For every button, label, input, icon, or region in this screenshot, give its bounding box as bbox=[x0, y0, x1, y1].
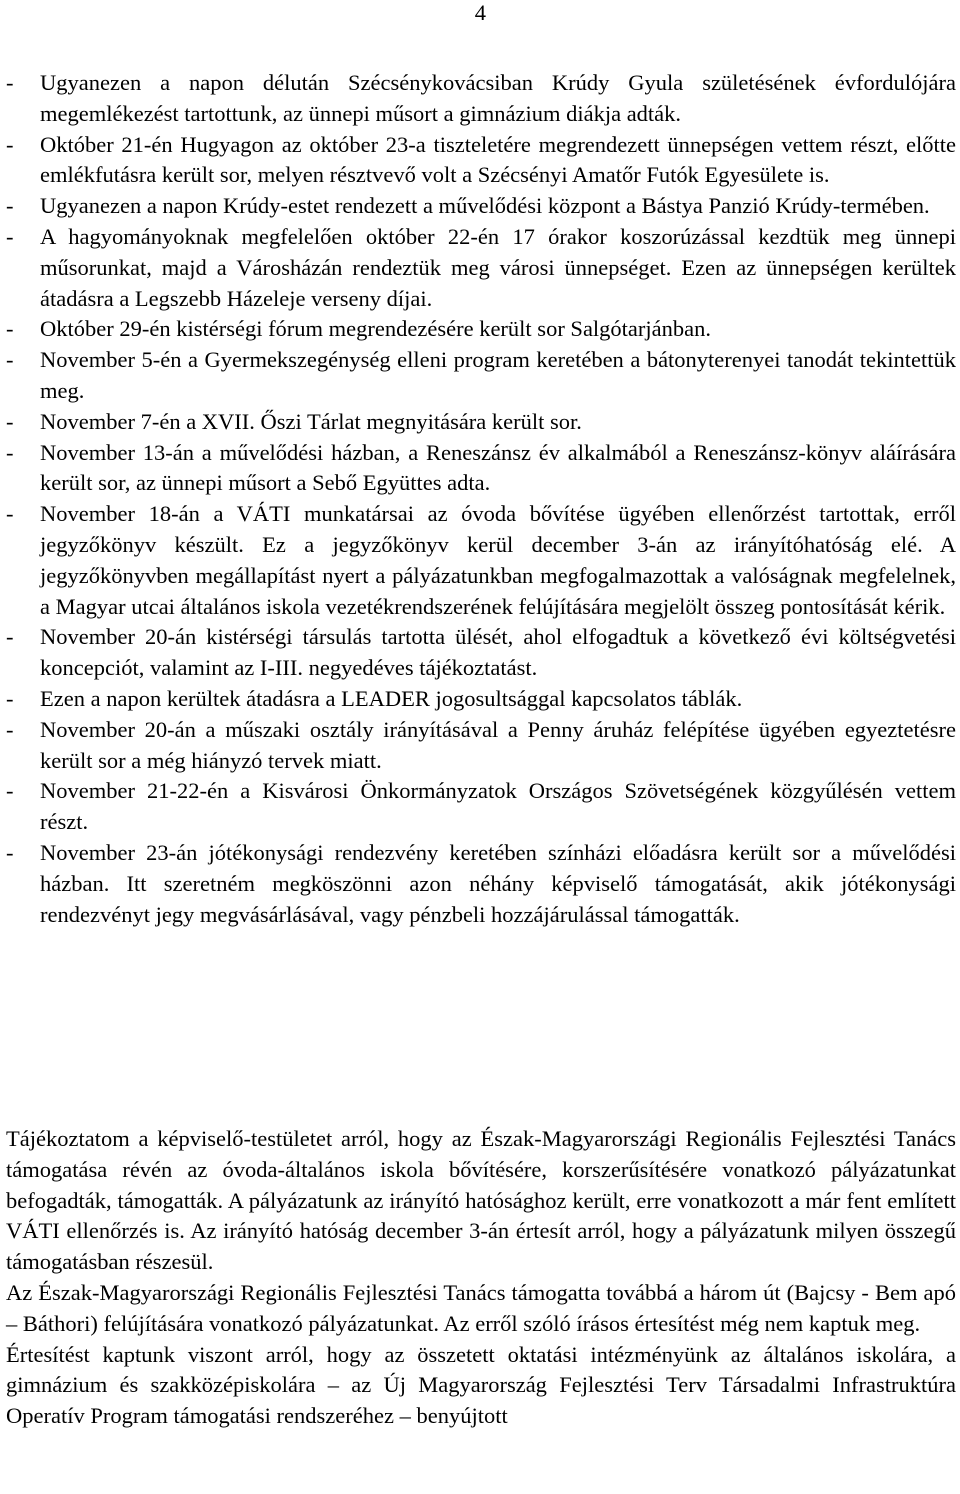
bullet-dash: - bbox=[6, 439, 14, 465]
list-item-text: November 21-22-én a Kisvárosi Önkormányzatok Országos Szövetségének közgyűlésén vettem részt. bbox=[40, 778, 956, 835]
bullet-dash: - bbox=[6, 839, 14, 865]
list-item-text: November 23-án jótékonysági rendezvény keretében színházi előadásra került sor a művelődési házban. Itt szeretném megköszönni azon néhány képviselő támogatását, akik jótékonysági rendezvényt jegy megvásárlásával, vagy pénzbeli hozzájárulással támogatták. bbox=[40, 839, 956, 927]
list-item bbox=[6, 622, 956, 684]
list-item-text: Ezen a napon kerültek átadásra a LEADER jogosultsággal kapcsolatos táblák. bbox=[40, 685, 743, 711]
bullet-dash: - bbox=[6, 408, 14, 434]
bullet-dash: - bbox=[6, 685, 14, 711]
list-item bbox=[6, 407, 956, 438]
list-item-text: November 20-án a műszaki osztály irányításával a Penny áruház felépítése ügyében egyeztetésre került sor a még hiányzó tervek miatt. bbox=[40, 716, 956, 773]
list-item bbox=[6, 68, 956, 130]
body-paragraphs bbox=[6, 1124, 956, 1432]
list-item bbox=[6, 130, 956, 192]
list-item-text: November 20-án kistérségi társulás tartotta ülését, ahol elfogadtuk a következő évi költségvetési koncepciót, valamint az I-III. negyedéves tájékoztatást. bbox=[40, 624, 956, 681]
bullet-dash: - bbox=[6, 131, 14, 157]
list-item-text: Ugyanezen a napon délután Szécsénykovácsiban Krúdy Gyula születésének évfordulójára megemlékezést tartottunk, az ünnepi műsort a gimnázium diákja adták. bbox=[40, 70, 956, 126]
list-item bbox=[6, 222, 956, 314]
paragraph: Az Észak-Magyarországi Regionális Fejlesztési Tanács támogatta továbbá a három út (Bajcsy - Bem apó – Báthori) felújítására vonatkozó pályázatunkat. Az erről szóló írásos értesítést még nem kaptuk meg. bbox=[6, 1279, 956, 1336]
bullet-dash: - bbox=[6, 193, 14, 219]
list-item-text: November 18-án a VÁTI munkatársai az óvoda bővítése ügyében ellenőrzést tartottak, erről jegyzőkönyv készült. Ez a jegyzőkönyv kerül december 3-án az irányítóhatóság elé. A jegyzőkönyvben megállapítást nyert a pályázatunkban megfogalmazottak a valóságnak megfelelnek, a Magyar utcai általános iskola vezetékrendszerének felújítására megjelölt összeg pontosítását kérik. bbox=[40, 501, 956, 619]
bullet-dash: - bbox=[6, 624, 14, 650]
bullet-dash: - bbox=[6, 70, 14, 95]
bullet-dash: - bbox=[6, 347, 14, 373]
list-item-text: November 7-én a XVII. Őszi Tárlat megnyitására került sor. bbox=[40, 408, 582, 434]
list-item-text: Október 29-én kistérségi fórum megrendezésére került sor Salgótarjánban. bbox=[40, 316, 712, 342]
list-item-text: Október 21-én Hugyagon az október 23-a tiszteletére megrendezett ünnepségen vettem részt, előtte emlékfutásra került sor, melyen résztvevő volt a Szécsényi Amatőr Futók Egyesülete is. bbox=[40, 131, 956, 188]
bullet-dash: - bbox=[6, 778, 14, 804]
list-item-text: A hagyományoknak megfelelően október 22-én 17 órakor koszorúzással kezdtük meg ünnepi műsorunkat, majd a Városházán rendeztük meg városi ünnepséget. Ezen az ünnepségen kerültek átadásra a Legszebb Házeleje verseny díjai. bbox=[40, 223, 956, 311]
bullet-dash: - bbox=[6, 501, 14, 527]
list-item bbox=[6, 191, 956, 222]
paragraph: Tájékoztatom a képviselő-testületet arról, hogy az Észak-Magyarországi Regionális Fejlesztési Tanács támogatása révén az óvoda-általános iskola bővítésére, korszerűsítésére vonatkozó pályázatunkat befogadták, támogatták. A pályázatunk az irányító hatósághoz került, erre vonatkozott a már fent említett VÁTI ellenőrzés is. Az irányító hatóság december 3-án értesít arról, hogy a pályázatunk milyen összegű támogatásban részesül. bbox=[6, 1126, 956, 1275]
list-item bbox=[6, 438, 956, 500]
page-number: 4 bbox=[474, 0, 486, 25]
list-item bbox=[6, 345, 956, 407]
bullet-dash: - bbox=[6, 716, 14, 742]
list-item bbox=[6, 776, 956, 838]
list-item bbox=[6, 715, 956, 777]
paragraph: Értesítést kaptunk viszont arról, hogy az összetett oktatási intézményünk az általános iskolára, a gimnázium és szakközépiskolára – az Új Magyarország Fejlesztési Terv Társadalmi Infrastruktúra Operatív Program támogatási rendszeréhez – benyújtott bbox=[6, 1341, 956, 1429]
list-item bbox=[6, 499, 956, 622]
list-item-text: November 13-án a művelődési házban, a Reneszánsz év alkalmából a Reneszánsz-könyv aláírására került sor, az ünnepi műsort a Sebő Együttes adta. bbox=[40, 439, 956, 496]
list-item-text: Ugyanezen a napon Krúdy-estet rendezett a művelődési központ a Bástya Panzió Krúdy-termében. bbox=[40, 193, 930, 219]
list-item-text: November 5-én a Gyermekszegénység elleni program keretében a bátonyterenyei tanodát tekintettük meg. bbox=[40, 347, 956, 403]
list-item bbox=[6, 684, 956, 715]
bullet-dash: - bbox=[6, 223, 14, 249]
events-list bbox=[6, 68, 956, 930]
list-item bbox=[6, 838, 956, 930]
list-item bbox=[6, 314, 956, 345]
bullet-dash: - bbox=[6, 316, 14, 342]
